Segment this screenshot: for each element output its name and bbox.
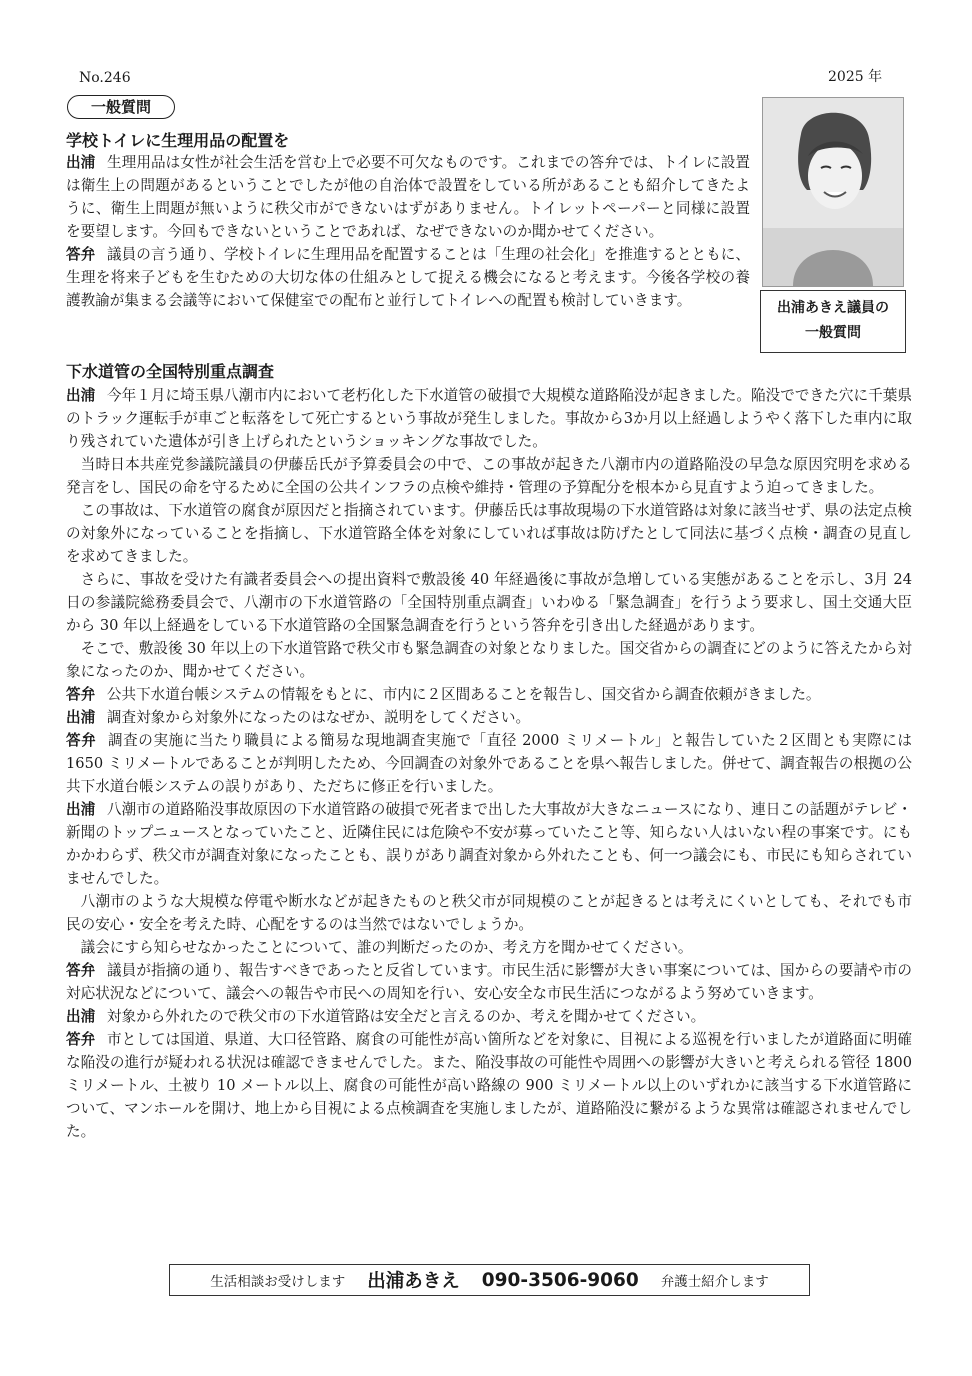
speaker-label: 出浦: [66, 1008, 96, 1025]
portrait-illustration: [763, 98, 903, 286]
paragraph-text: 公共下水道台帳システムの情報をもとに、市内に２区間あることを報告し、国交省から調査依頼がきました。: [106, 686, 821, 703]
topic2-heading: 下水道管の全国特別重点調査: [66, 362, 275, 381]
paragraph-text: この事故は、下水道管の腐食が原因だと指摘されています。伊藤岳氏は事故現場の下水道管路は対象に該当せず、県の法定点検の対象外になっていることを指摘し、下水道管路全体を対象にしていれば事故は防げたとして同法に基づく点検・調査の見直しを求めてきました。: [66, 502, 912, 565]
issue-number: No.246: [79, 70, 131, 86]
speaker-label: 答弁: [66, 686, 96, 703]
phone-number[interactable]: 090-3506-9060: [481, 1269, 639, 1291]
paragraph: [66, 683, 912, 706]
caption-line-2: 一般質問: [805, 325, 861, 341]
paragraph: [66, 499, 912, 568]
speaker-label: 出浦: [66, 801, 96, 818]
paragraph-text: 議員が指摘の通り、報告すべきであったと反省しています。市民生活に影響が大きい事案については、国からの要請や市の対応状況などについて、議会への報告や市民への周知を行い、安心安全な市民生活につながるよう努めていきます。: [66, 962, 912, 1002]
paragraph: [66, 706, 912, 729]
paragraph-text: さらに、事故を受けた有識者委員会への提出資料で敷設後 40 年経過後に事故が急増している実態があることを示し、3月 24 日の参議院総務委員会で、八潮市の下水道管路の「全国特別重点調査」いわゆる「緊急調査」を行うよう要求し、国土交通大臣から 30 年以上経過をしている下水道管路の全国緊急調査を行うという答弁を引き出した経過があります。: [66, 571, 912, 634]
paragraph: [66, 729, 912, 798]
section-label: 一般質問: [67, 95, 175, 119]
paragraph: [66, 959, 912, 1005]
paragraph-text: 生理用品は女性が社会生活を営む上で必要不可欠なものです。これまでの答弁では、トイレに設置は衛生上の問題があるということでしたが他の自治体で設置をしている所があることも紹介してきたように、衛生上問題が無いように秩父市ができないはずがありません。トイレットペーパーと同様に設置を要望します。今回もできないということであれば、なぜできないのか聞かせてください。: [66, 154, 750, 240]
consultation-text: 生活相談お受けします: [210, 1274, 346, 1290]
paragraph: [66, 637, 912, 683]
paragraph-text: 議員の言う通り、学校トイレに生理用品を配置することは「生理の社会化」を推進するとともに、生理を将来子どもを生むための大切な体の仕組みとして捉える機会になると考えます。今後各学校の養護教諭が集まる会議等において保健室での配布と並行してトイレへの配置も検討していきます。: [66, 246, 750, 309]
paragraph: [66, 151, 750, 243]
speaker-label: 答弁: [66, 962, 96, 979]
paragraph-text: 八潮市のような大規模な停電や断水などが起きたものと秩父市が同規模のことが起きるとは考えにくいとしても、それでも市民の安心・安全を考えた時、心配をするのは当然ではないでしょうか。: [66, 893, 912, 933]
issue-year: 2025 年: [828, 69, 883, 85]
paragraph: [66, 243, 750, 312]
paragraph: [66, 453, 912, 499]
paragraph: [66, 890, 912, 936]
paragraph-text: 調査の実施に当たり職員による簡易な現地調査実施で「直径 2000 ミリメートル」と報告していた２区間とも実際には 1650 ミリメートルであることが判明したため、今回調査の対象外であることを県へ報告しました。併せて、調査報告の根拠の公共下水道台帳システムの誤りがあり、ただちに修正を行いました。: [66, 732, 912, 795]
paragraph-text: 対象から外れたので秩父市の下水道管路は安全だと言えるのか、考えを聞かせてください。: [106, 1008, 706, 1025]
paragraph-text: 市としては国道、県道、大口径管路、腐食の可能性が高い箇所などを対象に、目視による巡視を行いましたが道路面に明確な陥没の進行が疑われる状況は確認できませんでした。また、陥没事故の可能性や周囲への影響が大きいと考えられる管径 1800 ミリメートル、土被り 10 メートル以上、腐食の可能性が高い路線の 900 ミリメートル以上のいずれかに該当する下水道管路について、マンホールを開け、地上から目視による点検調査を実施しましたが、道路陥没に繋がるような異常は確認されませんでした。: [66, 1031, 912, 1140]
photo-caption: [760, 290, 906, 353]
paragraph: [66, 936, 912, 959]
speaker-label: 出浦: [66, 387, 96, 404]
paragraph: [66, 1005, 912, 1028]
topic2-body: [66, 384, 912, 1143]
paragraph-text: 調査対象から対象外になったのはなぜか、説明をしてください。: [106, 709, 531, 726]
councillor-name: 出浦あきえ: [367, 1271, 460, 1292]
speaker-label: 答弁: [66, 732, 97, 749]
caption-line-1: 出浦あきえ議員の: [777, 300, 889, 316]
speaker-label: 答弁: [66, 1031, 96, 1048]
topic1-heading: 学校トイレに生理用品の配置を: [66, 131, 290, 150]
contact-footer: [169, 1264, 810, 1296]
paragraph: [66, 798, 912, 890]
paragraph-text: 今年１月に埼玉県八潮市内において老朽化した下水道管の破損で大規模な道路陥没が起きました。陥没でできた穴に千葉県のトラック運転手が車ごと転落をして死亡するという事故が発生しました。事故から3か月以上経過しようやく落下した車内に取り残されていた遺体が引き上げられたというショッキングな事故でした。: [66, 387, 912, 450]
speaker-label: 答弁: [66, 246, 96, 263]
paragraph-text: そこで、敷設後 30 年以上の下水道管路で秩父市も緊急調査の対象となりました。国交省からの調査にどのように答えたから対象になったのか、聞かせてください。: [66, 640, 912, 680]
councillor-portrait: [762, 97, 904, 287]
lawyer-referral-text: 弁護士紹介します: [660, 1274, 769, 1290]
paragraph-text: 八潮市の道路陥没事故原因の下水道管路の破損で死者まで出した大事故が大きなニュースになり、連日この話題がテレビ・新聞のトップニュースとなっていたこと、近隣住民には危険や不安が募っていたこと等、知らない人はいない程の事案です。にもかかわらず、秩父市が調査対象になったことも、誤りがあり調査対象から外れたことも、何一つ議会にも、市民にも知らされていませんでした。: [66, 801, 912, 887]
paragraph: [66, 384, 912, 453]
paragraph-text: 議会にすら知らせなかったことについて、誰の判断だったのか、考え方を聞かせてください。: [80, 939, 693, 956]
speaker-label: 出浦: [66, 154, 96, 171]
speaker-label: 出浦: [66, 709, 96, 726]
paragraph: [66, 568, 912, 637]
paragraph: [66, 1028, 912, 1143]
paragraph-text: 当時日本共産党参議院議員の伊藤岳氏が予算委員会の中で、この事故が起きた八潮市内の道路陥没の早急な原因究明を求める発言をし、国民の命を守るために全国の公共インフラの点検や維持・管理の予算配分を根本から見直すよう迫ってきました。: [66, 456, 912, 496]
topic1-body: [66, 151, 750, 312]
